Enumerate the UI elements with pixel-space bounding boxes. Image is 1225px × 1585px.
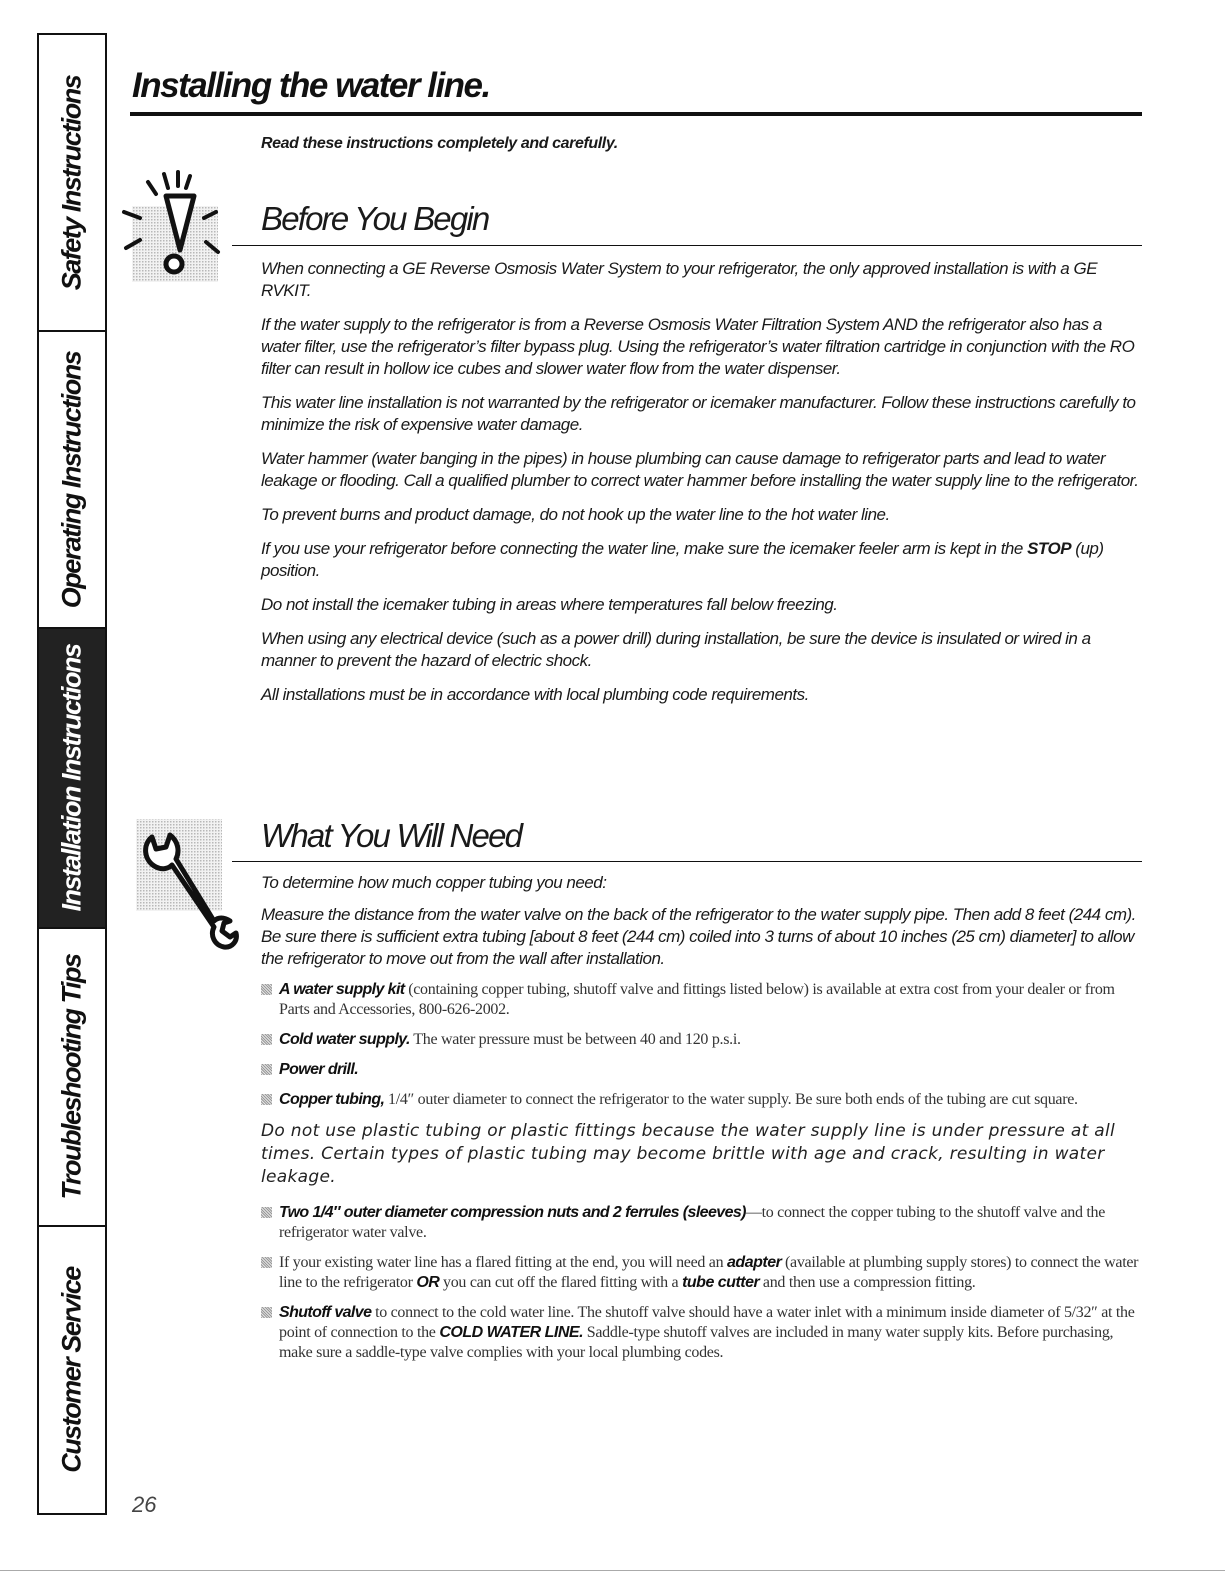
bullet-icon <box>261 984 272 995</box>
paragraph: Do not install the icemaker tubing in areas where temperatures fall below freezing. <box>261 595 838 614</box>
paragraph: If the water supply to the refrigerator is from a Reverse Osmosis Water Filtration System AND the refrigerator also has a water filter, use the refrigerator’s filter bypass plug. Using the refrigerator’s water filtration cartridge in conjunction with the RO filter can result in hollow ice cubes and slower water flow from the water dispenser. <box>261 315 1135 378</box>
tab-troubleshooting-tips[interactable] <box>39 929 105 1227</box>
list-item <box>261 1060 1141 1080</box>
tab-customer-service[interactable] <box>39 1227 105 1513</box>
paragraph: When connecting a GE Reverse Osmosis Water System to your refrigerator, the only approved installation is with a GE RVKIT. <box>261 259 1098 300</box>
text: If you use your refrigerator before connecting the water line, make sure the icemaker feeler arm is kept in the <box>261 539 1028 558</box>
paragraph: Measure the distance from the water valve on the back of the refrigerator to the water supply pipe. Then add 8 feet (244 cm). Be sure there is sufficient extra tubing [about 8 feet (244 cm) coiled into 3 turns of about 10 inches (25 cm) diameter] to allow the refrigerator to move out from the wall after installation. <box>261 905 1136 968</box>
item-term: Two 1/4″ outer diameter compression nuts and 2 ferrules (sleeves) <box>279 1204 746 1221</box>
item-text: (available at plumbing supply stores) to connect the water line to the refrigerator <box>279 1254 1139 1291</box>
keyword-adapter: adapter <box>727 1254 782 1271</box>
what-you-will-need-body <box>261 872 1141 1373</box>
item-text: If your existing water line has a flared fitting at the end, you will need an <box>279 1254 728 1271</box>
list-item <box>261 1253 1141 1293</box>
bullet-icon <box>261 1034 272 1045</box>
list-item <box>261 1303 1141 1363</box>
item-term: Copper tubing, <box>279 1091 385 1108</box>
item-text: (containing copper tubing, shutoff valve and fittings listed below) is available at extra cost from your dealer or from Parts and Accessories, 800-626-2002. <box>279 981 1115 1018</box>
item-text: 1/4″ outer diameter to connect the refrigerator to the water supply. Be sure both ends of the tubing are cut square. <box>384 1091 1078 1108</box>
tab-label: Operating Instructions <box>56 351 87 608</box>
keyword-cold-water-line: COLD WATER LINE. <box>439 1324 584 1341</box>
paragraph: To determine how much copper tubing you need: <box>261 873 607 892</box>
warning-icon <box>118 168 230 286</box>
tab-safety-instructions[interactable] <box>39 35 105 332</box>
bullet-icon <box>261 1307 272 1318</box>
page-number: 26 <box>132 1492 157 1517</box>
paragraph: To prevent burns and product damage, do not hook up the water line to the hot water line. <box>261 505 890 524</box>
tab-label: Customer Service <box>56 1267 87 1473</box>
paragraph: All installations must be in accordance with local plumbing code requirements. <box>261 685 809 704</box>
bottom-edge-line <box>0 1570 1225 1571</box>
supply-list-continued <box>261 1203 1141 1363</box>
bullet-icon <box>261 1207 272 1218</box>
paragraph <box>261 538 1141 582</box>
wrench-icon <box>128 815 248 955</box>
tab-label: Troubleshooting Tips <box>56 954 87 1200</box>
supply-list <box>261 980 1141 1110</box>
emphasis-stop: STOP <box>1027 539 1072 558</box>
list-item <box>261 1090 1141 1110</box>
list-item <box>261 1030 1141 1050</box>
tab-operating-instructions[interactable] <box>39 332 105 629</box>
list-item <box>261 980 1141 1020</box>
read-instructions-note: Read these instructions completely and carefully. <box>261 135 618 152</box>
text: (up) position. <box>261 539 1104 580</box>
item-text: The water pressure must be between 40 and 120 p.s.i. <box>409 1031 741 1048</box>
bullet-icon <box>261 1094 272 1105</box>
page-title: Installing the water line. <box>132 66 490 105</box>
paragraph: When using any electrical device (such as a power drill) during installation, be sure the device is insulated or wired in a manner to prevent the hazard of electric shock. <box>261 629 1091 670</box>
item-term: Shutoff valve <box>279 1304 372 1321</box>
side-tab-nav <box>37 33 107 1515</box>
bullet-icon <box>261 1257 272 1268</box>
bullet-icon <box>261 1064 272 1075</box>
plastic-tubing-warning: Do not use plastic tubing or plastic fittings because the water supply line is under pressure at all times. Certain types of plastic tubing may become brittle with age and crack, resulting in water leakage. <box>261 1121 1116 1187</box>
tab-installation-instructions[interactable] <box>39 629 105 929</box>
section-divider <box>232 245 1142 246</box>
list-item <box>261 1203 1141 1243</box>
paragraph: Water hammer (water banging in the pipes) in house plumbing can cause damage to refrigerator parts and lead to water leakage or flooding. Call a qualified plumber to correct water hammer before installing the water supply line to the refrigerator. <box>261 449 1139 490</box>
tab-label: Installation Instructions <box>56 644 87 912</box>
section-heading-what-you-will-need: What You Will Need <box>261 817 522 854</box>
keyword-or: OR <box>416 1274 440 1291</box>
item-term: A water supply kit <box>279 981 405 998</box>
item-text: —to connect the copper tubing to the shutoff valve and the refrigerator water valve. <box>279 1204 1105 1241</box>
tab-label: Safety Instructions <box>56 75 87 290</box>
section-divider <box>232 861 1142 862</box>
paragraph: This water line installation is not warranted by the refrigerator or icemaker manufacturer. Follow these instructions carefully to minimize the risk of expensive water damage. <box>261 393 1136 434</box>
item-text: you can cut off the flared fitting with a <box>439 1274 683 1291</box>
item-text: and then use a compression fitting. <box>759 1274 976 1291</box>
item-text: Saddle-type shutoff valves are included in many water supply kits. Before purchasing, make sure a saddle-type valve complies with your local plumbing codes. <box>279 1324 1114 1361</box>
before-you-begin-body <box>261 258 1141 718</box>
title-divider <box>130 112 1142 116</box>
item-term: Cold water supply. <box>279 1031 410 1048</box>
item-text: to connect to the cold water line. The shutoff valve should have a water inlet with a minimum inside diameter of 5/32″ at the point of connection to the <box>279 1304 1135 1341</box>
section-heading-before-you-begin: Before You Begin <box>261 200 489 237</box>
keyword-tube-cutter: tube cutter <box>682 1274 760 1291</box>
item-term: Power drill. <box>279 1061 359 1078</box>
